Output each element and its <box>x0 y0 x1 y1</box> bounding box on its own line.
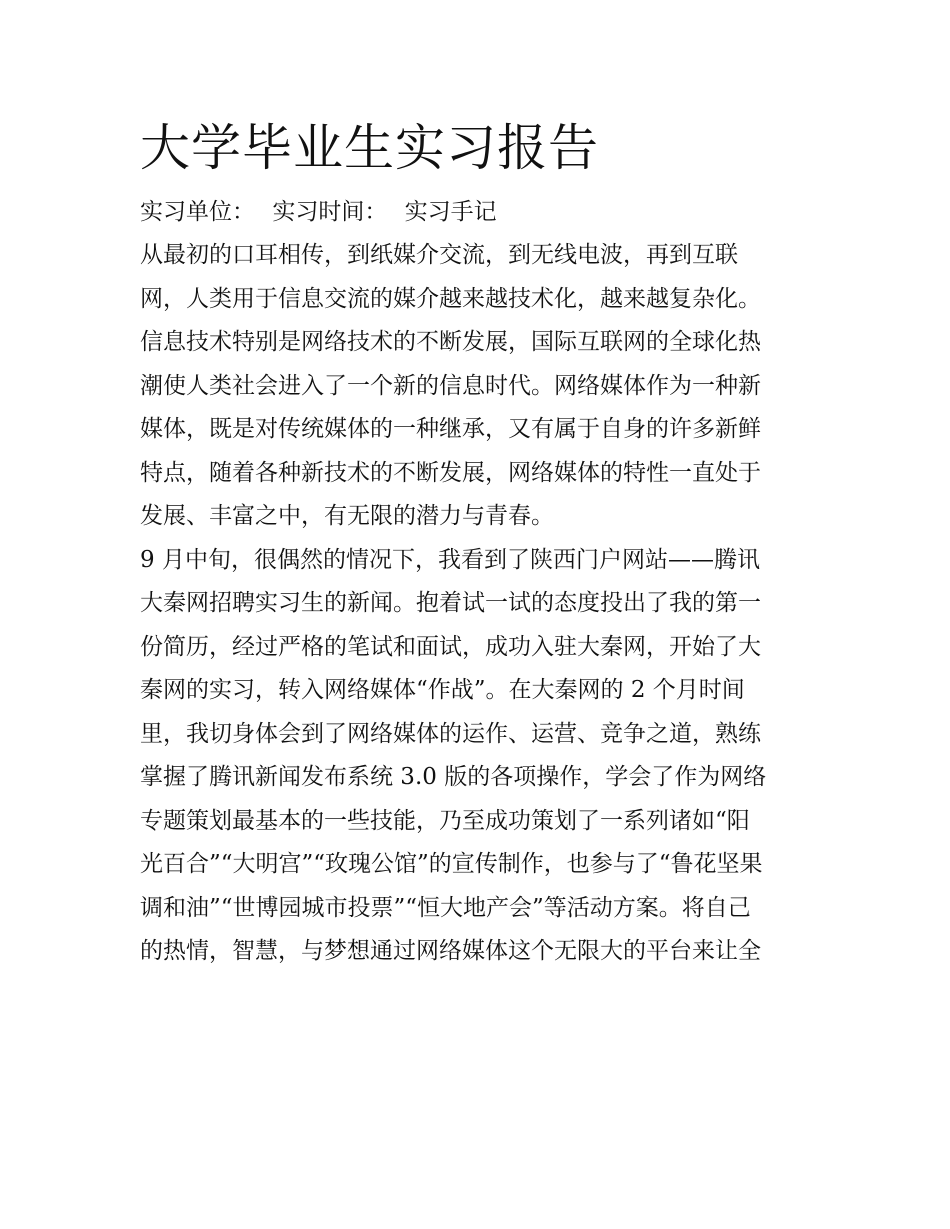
meta-time-label: 实习时间： <box>272 199 388 225</box>
meta-notes-label: 实习手记 <box>404 199 497 225</box>
text-line: 的热情，智慧，与梦想通过网络媒体这个无限大的平台来让全 <box>140 938 761 964</box>
text-line: 秦网的实习，转入网络媒体“作战”。在大秦网的 2 个月时间 <box>140 677 745 703</box>
text-line: 调和油”“世博园城市投票”“恒大地产会”等活动方案。将自己 <box>140 894 751 921</box>
text-line: 信息技术特别是网络技术的不断发展，国际互联网的全球化热 <box>140 329 761 355</box>
meta-unit-label: 实习单位： <box>140 199 255 225</box>
meta-line <box>140 196 816 228</box>
text-line: 媒体，既是对传统媒体的一种继承，又有属于自身的许多新鲜 <box>140 416 761 442</box>
paragraph-intro <box>140 234 816 539</box>
text-line: 特点，随着各种新技术的不断发展，网络媒体的特性一直处于 <box>140 459 761 486</box>
document-title: 大学毕业生实习报告 <box>140 119 599 177</box>
text-line: 发展、丰富之中，有无限的潜力与青春。 <box>140 503 554 529</box>
text-line: 从最初的口耳相传，到纸媒介交流，到无线电波，再到互联 <box>140 242 738 268</box>
text-line: 里，我切身体会到了网络媒体的运作、运营、竞争之道，熟练 <box>140 720 761 747</box>
paragraph-internship <box>140 539 816 974</box>
text-line: 专题策划最基本的一些技能，乃至成功策划了一系列诸如“阳 <box>140 807 750 834</box>
text-line: 大秦网招聘实习生的新闻。抱着试一试的态度投出了我的第一 <box>140 590 761 616</box>
text-line: 掌握了腾讯新闻发布系统 3.0 版的各项操作，学会了作为网络 <box>140 764 767 790</box>
text-line: 光百合”“大明宫”“玫瑰公馆”的宣传制作，也参与了“鲁花坚果 <box>140 851 763 877</box>
text-line: 9 月中旬，很偶然的情况下，我看到了陕西门户网站——腾讯 <box>140 546 760 573</box>
text-line: 份简历，经过严格的笔试和面试，成功入驻大秦网，开始了大 <box>140 633 761 660</box>
text-line: 潮使人类社会进入了一个新的信息时代。网络媒体作为一种新 <box>140 372 761 399</box>
document-page <box>140 112 816 974</box>
text-line: 网，人类用于信息交流的媒介越来越技术化，越来越复杂化。 <box>140 285 761 312</box>
